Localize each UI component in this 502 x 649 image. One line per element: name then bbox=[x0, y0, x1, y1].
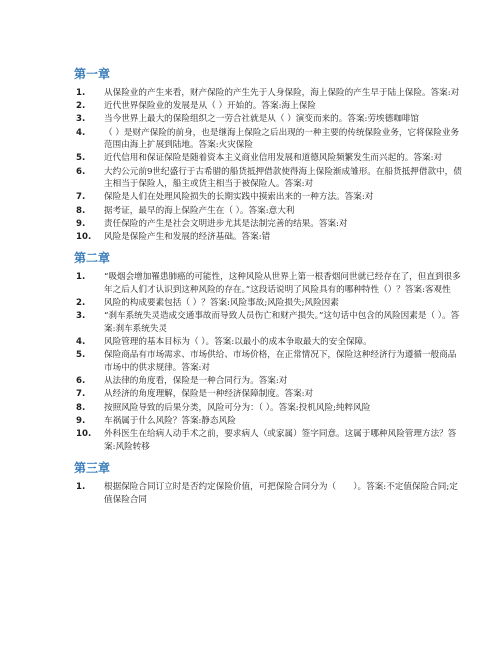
question-item bbox=[74, 218, 462, 231]
question-text: 责任保险的产生是社会文明进步尤其是法制完善的结果。答案:对 bbox=[104, 218, 348, 229]
question-item bbox=[74, 310, 462, 335]
question-text: 从保险业的产生来看，财产保险的产生先于人身保险，海上保险的产生早于陆上保险。答案:对 bbox=[104, 88, 460, 98]
question-number: 4. bbox=[76, 127, 86, 138]
chapter-heading: 第一章 bbox=[74, 67, 111, 81]
question-item bbox=[74, 297, 462, 310]
question-number: 1. bbox=[76, 482, 86, 493]
question-text: 按照风险导致的后果分类，风险可分为：（ ）。答案:投机风险;纯粹风险 bbox=[104, 402, 371, 413]
question-item bbox=[74, 100, 462, 113]
question-text: 风险管理的基本目标为（ ）。答案:以最小的成本争取最大的安全保障。 bbox=[104, 337, 372, 348]
question-item bbox=[74, 191, 462, 204]
question-item bbox=[74, 205, 462, 218]
question-text: 从经济的角度理解，保险是一种经济保障制度。答案:对 bbox=[104, 389, 314, 400]
question-item bbox=[74, 336, 462, 349]
question-item bbox=[74, 87, 462, 100]
question-text: 据考证，最早的海上保险产生在（ ）。答案:意大利 bbox=[104, 205, 295, 216]
question-number: 5. bbox=[76, 153, 86, 164]
chapter-heading: 第二章 bbox=[74, 251, 111, 266]
question-text: 外科医生在给病人动手术之前，要求病人（或家属）签字同意。这属于哪种风险管理方法？答案:风险转移 bbox=[104, 428, 457, 452]
question-item bbox=[74, 166, 462, 191]
question-number: 8. bbox=[76, 402, 86, 413]
question-text: 近代世界保险业的发展是从（ ）开始的。答案:海上保险 bbox=[104, 101, 316, 112]
question-text: 风险是保险产生和发展的经济基础。答案:错 bbox=[104, 231, 271, 242]
question-text: “吸烟会增加罹患肺癌的可能性，这种风险从世界上第一根香烟问世就已经存在了，但直到很多年之后人们才认识到这种风险的存在。”这段话说明了风险具有的哪种特性（）？答案:客观性 bbox=[104, 272, 461, 296]
question-text: 当今世界上最大的保险组织之一劳合社就是从（ ）演变而来的。答案:劳埃德咖啡馆 bbox=[104, 114, 420, 125]
question-list bbox=[74, 87, 462, 243]
question-item bbox=[74, 402, 462, 415]
question-list bbox=[74, 481, 462, 506]
question-number: 7. bbox=[76, 192, 86, 203]
question-number: 6. bbox=[76, 376, 86, 387]
question-number: 7. bbox=[76, 389, 86, 400]
question-text: 车祸属于什么风险？答案:静态风险 bbox=[104, 415, 236, 426]
question-number: 9. bbox=[76, 415, 86, 426]
question-number: 6. bbox=[76, 166, 86, 177]
question-number: 5. bbox=[76, 350, 86, 361]
question-text: 保险是人们在处理风险损失的长期实践中摸索出来的一种方法。答案:对 bbox=[104, 192, 374, 203]
question-number: 3. bbox=[76, 311, 86, 322]
question-number: 3. bbox=[76, 114, 86, 125]
question-number: 2. bbox=[76, 298, 86, 309]
question-number: 9. bbox=[76, 218, 86, 229]
question-text: 从法律的角度看，保险是一种合同行为。答案:对 bbox=[104, 376, 288, 387]
question-item bbox=[74, 349, 462, 374]
question-text: “刹车系统失灵造成交通事故而导致人员伤亡和财产损失。”这句话中包含的风险因素是（ ）。答案:刹车系统失灵 bbox=[104, 311, 460, 335]
question-number: 1. bbox=[76, 88, 86, 98]
question-text: （ ）是财产保险的前身，也是继海上保险之后出现的一种主要的传统保险业务，它将保险业务范围由海上扩展到陆地。答案:火灾保险 bbox=[104, 127, 460, 151]
question-item bbox=[74, 113, 462, 126]
question-text: 保险商品有市场需求、市场供给、市场价格，在正常情况下，保险这种经济行为遵循一般商品市场中的供求规律。答案:对 bbox=[104, 350, 457, 373]
question-item bbox=[74, 152, 462, 165]
question-item bbox=[74, 271, 462, 296]
question-text: 根据保险合同订立时是否约定保险价值，可把保险合同分为（ ）。答案:不定值保险合同;定值保险合同 bbox=[104, 482, 458, 505]
question-item bbox=[74, 388, 462, 401]
question-number: 10. bbox=[76, 428, 92, 439]
question-item bbox=[74, 481, 462, 506]
chapter-heading: 第三章 bbox=[74, 461, 111, 476]
question-item bbox=[74, 127, 462, 152]
question-number: 1. bbox=[76, 272, 86, 283]
question-number: 8. bbox=[76, 205, 86, 216]
question-number: 2. bbox=[76, 101, 86, 112]
question-text: 近代信用和保证保险是随着资本主义商业信用发展和道德风险频繁发生而兴起的。答案:对 bbox=[104, 153, 443, 164]
question-item bbox=[74, 415, 462, 428]
question-item bbox=[74, 231, 462, 244]
question-number: 10. bbox=[76, 231, 92, 242]
question-list bbox=[74, 271, 462, 453]
question-text: 风险的构成要素包括（ ）？答案:风险事故;风险损失;风险因素 bbox=[104, 298, 339, 309]
question-text: 大约公元前9世纪盛行于古希腊的船货抵押借款使得海上保险渐成雏形。在船货抵押借款中，债主相当于保险人，船主或货主相当于被保险人。答案:对 bbox=[104, 166, 462, 190]
question-item bbox=[74, 375, 462, 388]
question-number: 4. bbox=[76, 337, 86, 348]
question-item bbox=[74, 428, 462, 453]
